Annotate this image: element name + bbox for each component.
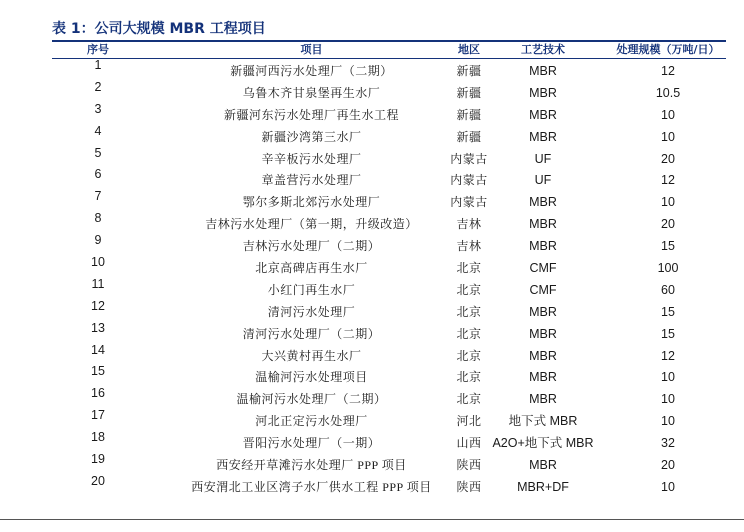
project-name: 大兴黄村再生水厂 (261, 348, 362, 363)
table-row (52, 364, 726, 389)
region-cell: 吉林 (456, 239, 482, 254)
row-number: 11 (91, 276, 105, 291)
technology-cell: MBR (529, 392, 557, 407)
row-number: 17 (91, 408, 105, 423)
project-name: 河北正定污水处理厂 (255, 414, 368, 429)
region-cell: 北京 (456, 348, 482, 363)
scale-cell: 10 (661, 107, 675, 122)
region-cell: 北京 (456, 370, 482, 385)
technology-cell: MBR+DF (517, 479, 569, 494)
bottom-rule (0, 519, 744, 520)
region-cell: 新疆 (456, 64, 482, 78)
project-name: 清河污水处理厂（二期） (242, 326, 381, 341)
technology-cell: MBR (529, 458, 557, 473)
row-number: 12 (91, 298, 105, 313)
table-row (52, 276, 726, 302)
region-cell: 陕西 (456, 479, 482, 494)
scale-cell: 10 (661, 479, 675, 494)
table-row (52, 101, 726, 127)
table-row (52, 430, 726, 455)
region-cell: 内蒙古 (450, 151, 488, 166)
technology-cell: UF (534, 173, 552, 188)
header-project: 项目 (300, 43, 323, 56)
region-cell: 河北 (456, 414, 482, 429)
project-name: 清河污水处理厂 (267, 304, 356, 319)
technology-cell: CMF (529, 282, 557, 297)
scale-cell: 32 (661, 436, 675, 451)
scale-cell: 20 (661, 151, 675, 166)
project-name: 鄂尔多斯北郊污水处理厂 (242, 195, 381, 210)
table-row (52, 255, 726, 280)
header-region: 地区 (458, 43, 480, 56)
technology-cell: MBR (529, 195, 557, 210)
table-row (52, 320, 726, 346)
technology-cell: MBR (529, 107, 557, 122)
project-name: 新疆沙湾第三水厂 (261, 129, 362, 144)
project-name: 新疆河西污水处理厂（二期） (230, 64, 393, 78)
region-cell: 陕西 (456, 458, 482, 473)
row-number: 10 (91, 255, 105, 270)
scale-cell: 100 (657, 261, 679, 276)
scale-cell: 20 (661, 458, 675, 473)
technology-cell: MBR (529, 129, 557, 144)
table-row (52, 473, 726, 499)
project-name: 西安渭北工业区湾子水厂供水工程 PPP 项目 (191, 479, 432, 494)
scale-cell: 12 (661, 64, 675, 78)
scale-cell: 20 (661, 217, 675, 232)
scale-cell: 10 (661, 195, 675, 210)
region-cell: 北京 (456, 392, 482, 407)
scale-cell: 15 (661, 304, 675, 319)
project-name: 西安经开草滩污水处理厂 PPP 项目 (216, 458, 407, 473)
project-name: 辛辛板污水处理厂 (261, 151, 362, 166)
region-cell: 山西 (456, 436, 482, 451)
scale-cell: 10.5 (655, 85, 681, 100)
row-number: 13 (91, 320, 105, 335)
technology-cell: A2O+地下式 MBR (492, 436, 594, 451)
technology-cell: MBR (529, 64, 557, 78)
table-row (52, 79, 726, 105)
row-number: 9 (94, 233, 102, 248)
technology-cell: MBR (529, 239, 557, 254)
region-cell: 新疆 (456, 85, 482, 100)
header-scale: 处理规模（万吨/日） (616, 43, 720, 56)
table-row (52, 123, 726, 149)
project-name: 吉林污水处理厂（第一期，升级改造） (205, 217, 418, 232)
table-row (52, 408, 726, 433)
scale-cell: 10 (661, 370, 675, 385)
project-name: 温榆河污水处理项目 (255, 370, 368, 385)
table-body (52, 58, 726, 499)
table-row (52, 452, 726, 477)
row-number: 20 (91, 473, 105, 488)
row-number: 15 (91, 364, 105, 379)
region-cell: 内蒙古 (450, 195, 488, 210)
scale-cell: 12 (661, 348, 675, 363)
region-cell: 新疆 (456, 107, 482, 122)
scale-cell: 15 (661, 239, 675, 254)
table-row (52, 233, 726, 258)
row-number: 7 (94, 189, 102, 204)
project-name: 小红门再生水厂 (267, 282, 356, 297)
project-name: 乌鲁木齐甘泉堡再生水厂 (242, 85, 381, 100)
project-name: 新疆河东污水处理厂再生水工程 (223, 107, 399, 122)
technology-cell: MBR (529, 326, 557, 341)
technology-cell: 地下式 MBR (508, 414, 578, 429)
row-number: 6 (94, 167, 102, 182)
technology-cell: CMF (529, 261, 557, 276)
table-row (52, 145, 726, 171)
row-number: 1 (94, 58, 102, 72)
header-tech: 工艺技术 (521, 43, 565, 56)
project-name: 吉林污水处理厂（二期） (242, 239, 381, 254)
technology-cell: MBR (529, 85, 557, 100)
region-cell: 北京 (456, 304, 482, 319)
region-cell: 新疆 (456, 129, 482, 144)
table-row (52, 386, 726, 411)
table-row (52, 167, 726, 192)
table-header (52, 41, 726, 58)
scale-cell: 10 (661, 414, 675, 429)
region-cell: 北京 (456, 282, 482, 297)
row-number: 5 (94, 145, 102, 160)
project-name: 北京高碑店再生水厂 (255, 261, 368, 276)
table-title: 表 1：公司大规模 MBR 工程项目 (52, 21, 266, 37)
scale-cell: 10 (661, 129, 675, 144)
region-cell: 北京 (456, 326, 482, 341)
row-number: 18 (91, 430, 105, 445)
project-name: 晋阳污水处理厂（一期） (242, 436, 381, 451)
region-cell: 内蒙古 (450, 173, 488, 188)
project-name: 温榆河污水处理厂（二期） (236, 392, 387, 407)
region-cell: 北京 (456, 261, 482, 276)
scale-cell: 60 (661, 282, 675, 297)
row-number: 16 (91, 386, 105, 401)
scale-cell: 10 (661, 392, 675, 407)
region-cell: 吉林 (456, 217, 482, 232)
header-rule (52, 58, 726, 59)
technology-cell: MBR (529, 217, 557, 232)
technology-cell: MBR (529, 370, 557, 385)
table-row (52, 298, 726, 324)
technology-cell: UF (534, 151, 552, 166)
row-number: 8 (94, 211, 102, 226)
row-number: 3 (94, 101, 102, 116)
row-number: 4 (94, 123, 102, 138)
row-number: 14 (91, 342, 105, 357)
technology-cell: MBR (529, 348, 557, 363)
scale-cell: 12 (661, 173, 675, 188)
header-no: 序号 (87, 43, 109, 56)
row-number: 19 (91, 452, 105, 467)
table-row (52, 58, 726, 83)
table-row (52, 342, 726, 368)
scale-cell: 15 (661, 326, 675, 341)
row-number: 2 (94, 79, 102, 94)
project-name: 章盖营污水处理厂 (261, 173, 362, 188)
technology-cell: MBR (529, 304, 557, 319)
table-row (52, 211, 726, 236)
table-row (52, 189, 726, 214)
